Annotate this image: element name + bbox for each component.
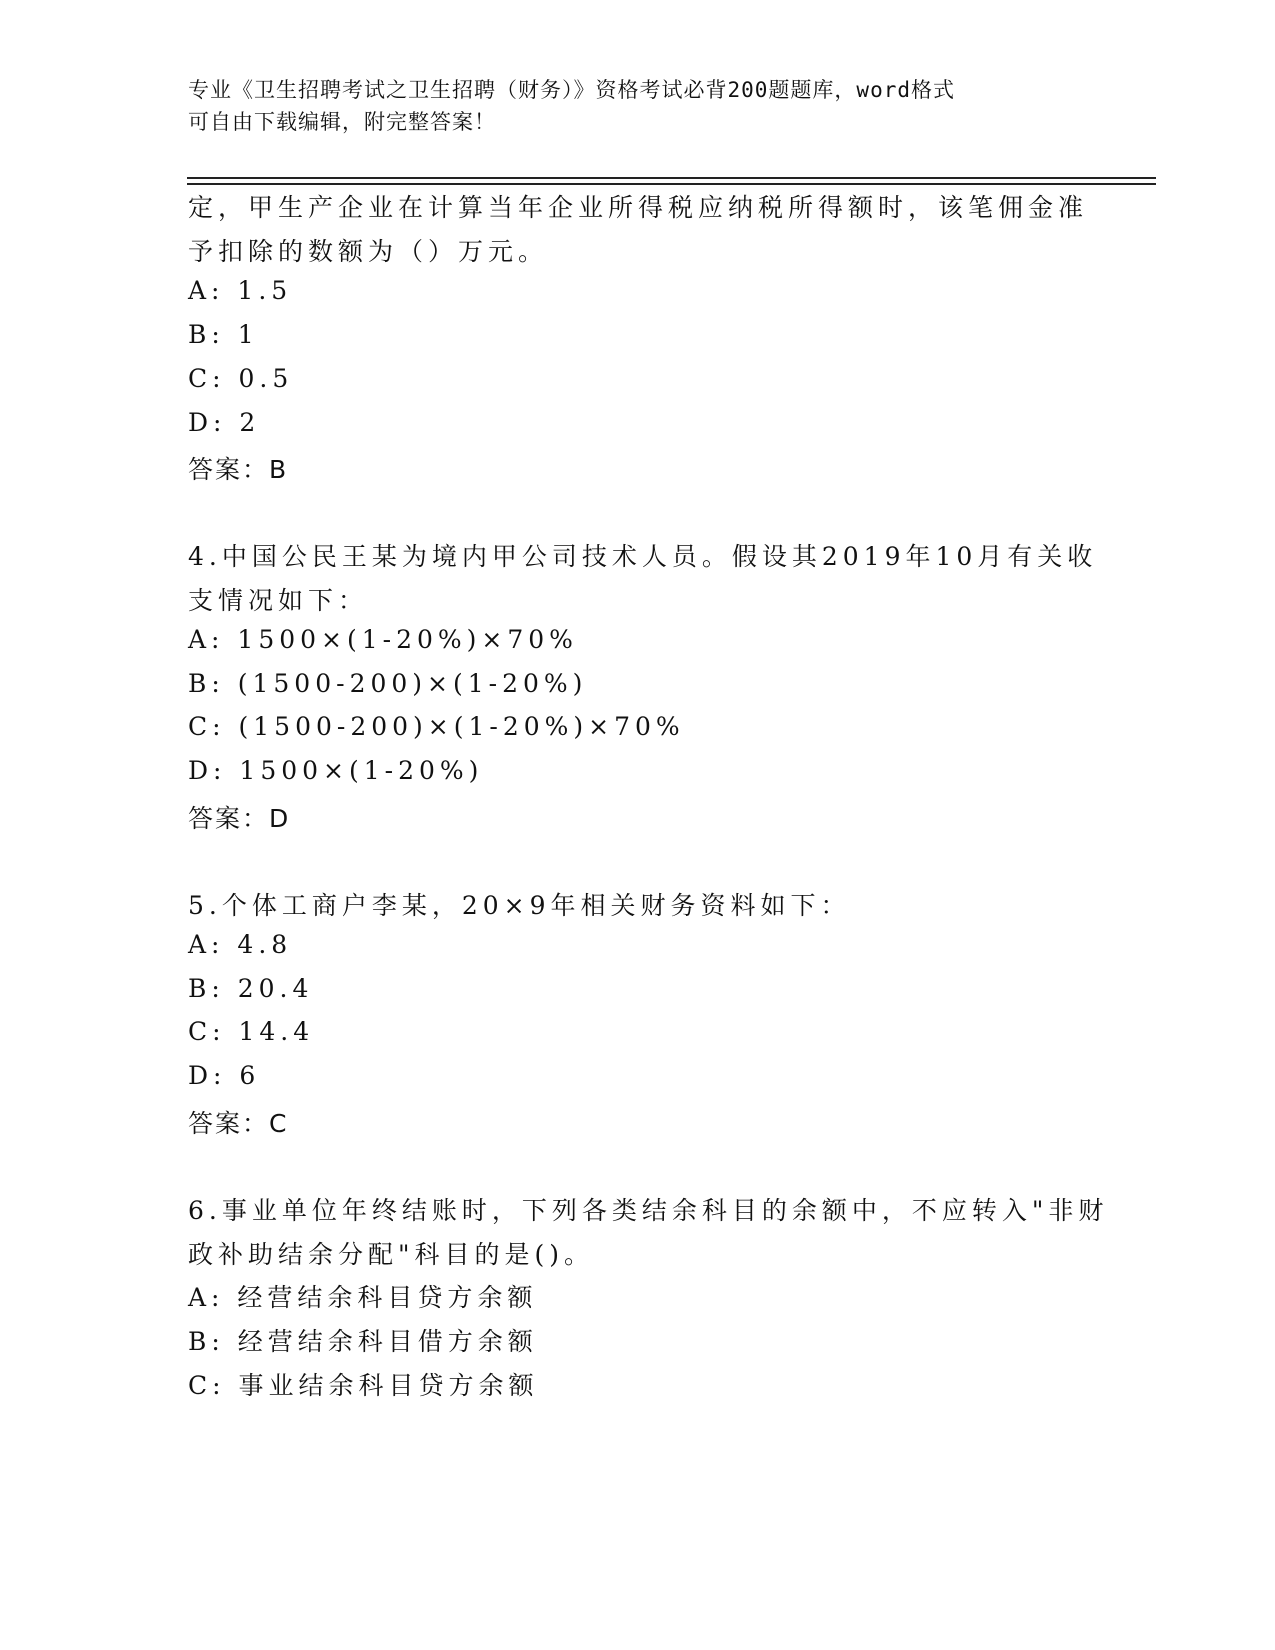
document-header [188,74,1088,138]
q4-option-d: D: 1500×(1-20%) [188,756,484,785]
q3-option-a: A: 1.5 [188,276,293,305]
q3-option-d: D: 2 [188,408,261,437]
header-divider-bottom [187,183,1156,185]
q4-option-a: A: 1500×(1-20%)×70% [188,625,578,654]
q3-option-c: C: 0.5 [188,364,294,393]
q3-stem-line-2: 予扣除的数额为（）万元。 [188,237,549,266]
q4-stem-line-2: 支情况如下： [188,586,369,615]
header-title-line-2: 可自由下载编辑，附完整答案！ [188,110,496,134]
q4-stem-line-1: 4.中国公民王某为境内甲公司技术人员。假设其2019年10月有关收 [188,542,1098,571]
header-title-line-1: 专业《卫生招聘考试之卫生招聘（财务）》资格考试必背200题题库，word格式 [188,78,955,102]
q5-option-a: A: 4.8 [188,930,293,959]
q4-option-c: C: (1500-200)×(1-20%)×70% [188,712,685,741]
q3-answer: 答案：B [188,455,289,484]
q3-option-b: B: 1 [188,320,259,349]
q6-option-b: B: 经营结余科目借方余额 [188,1327,538,1356]
q4-option-b: B: (1500-200)×(1-20%) [188,669,588,698]
q3-stem-line-1: 定，甲生产企业在计算当年企业所得税应纳税所得额时，该笔佣金准 [188,193,1089,222]
q5-option-c: C: 14.4 [188,1017,315,1046]
q6-option-a: A: 经营结余科目贷方余额 [188,1283,538,1312]
q5-stem-line-1: 5.个体工商户李某，20×9年相关财务资料如下： [188,891,851,920]
header-divider-top [187,177,1156,179]
q6-stem-line-1: 6.事业单位年终结账时，下列各类结余科目的余额中，不应转入"非财 [188,1196,1109,1225]
q5-answer: 答案：C [188,1109,289,1138]
q5-option-b: B: 20.4 [188,974,314,1003]
q6-stem-line-2: 政补助结余分配"科目的是()。 [188,1240,595,1269]
q4-answer: 答案：D [188,804,291,833]
q6-option-c: C: 事业结余科目贷方余额 [188,1371,539,1400]
q5-option-d: D: 6 [188,1061,261,1090]
